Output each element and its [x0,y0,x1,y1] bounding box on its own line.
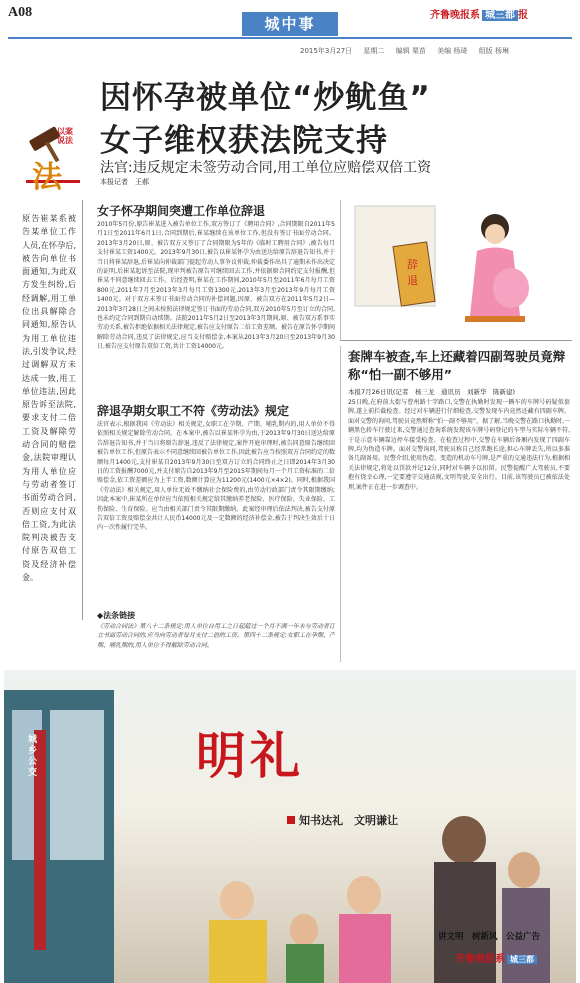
law-link-body: 《劳动合同法》第八十二条规定:用人单位自用工之日起超过一个月不满一年未与劳动者订立书面劳动合同的,应当向劳动者每月支付二倍的工资。第四十二条规定:女职工在孕期、产期、哺乳期的,用人单位不得解除劳动合同。 [97,623,335,649]
badge-label: 以案说法 [57,127,73,145]
section-1-title: 女子怀孕期间突遭工作单位辞退 [97,204,266,218]
right-article-byline: 本报7月26日讯(记者 杨三龙 通讯员 刘新华 陈新建) [348,388,515,396]
column-divider [340,346,341,662]
svg-text:辞: 辞 [407,258,418,271]
ad-brand-name: 齐鲁晚报 [455,954,495,965]
law-link-title: ◆法条链接 [97,611,136,620]
subheadline: 法官:违反规定未签劳动合同,用工单位应赔偿双倍工资 [100,160,432,176]
issue-weekday: 星期二 [363,47,385,55]
ad-footer: 讲文明 树新风 公益广告 [438,932,541,942]
issue-meta [300,46,518,56]
column-divider [82,200,83,620]
right-article-body: 25日晚,在府前大街与曹州路十字路口,交警在执勤时发现一辆车的车牌号码疑似套牌,遂上前拦截检查。经过对车辆进行仔细检查,交警发现车内竟然还藏有四副车牌。面对交警的询问,驾驶员竟然辩称“怕一副不够用”。据了解,当晚交警在路口执勤时,一辆黑色轿车行驶过来,交警通过查询系统发现该车牌号码登记的车型与实际车辆不符,于是示意车辆靠边停车接受检查。在检查过程中,交警在车辆后备厢内发现了四副车牌,均为伪造车牌。面对交警询问,驾驶员称自己经常跑长途,担心车牌丢失,所以多准备几副备用。民警介绍,使用伪造、变造的机动车号牌,是严重的交通违法行为,根据相关法律规定,将处以罚款并记12分,同时对车辆予以扣留。民警提醒广大驾驶员,不要抱有侥幸心理,一定要遵守交通法规,文明驾驶,安全出行。目前,该驾驶员已被依法处理,案件正在进一步调查中。 [348,399,570,491]
section-2-title: 辞退孕期女职工不符《劳动法》规定 [97,404,290,418]
column-divider [340,200,341,340]
reporter-byline: 本报记者 王郝 [100,178,149,186]
layout-editor: 组版 杨琳 [478,47,509,55]
brand-name: 齐鲁晚报 [430,10,470,21]
issue-date: 2015年3月27日 [300,47,353,55]
brand-tail: 报 [518,10,528,21]
section-tab: 城中事 [242,12,338,36]
ad-slogan [287,812,398,828]
header-rule [8,37,572,39]
ad-brand-tag: 城三都 [507,955,537,964]
headline-line-1: 因怀孕被单位“炒鱿鱼” [100,80,431,116]
right-article-headline: 套牌车被查,车上还藏着四副驾驶员竟辩称“怕一副不够用” [348,349,566,382]
brand-suffix: 系 [470,10,480,21]
summary-column: 原告崔某系被告某单位工作人员,在怀孕后,被告向单位书面通知,为此双方发生纠纷,后经调解,用工单位出具解除合同通知,原告认为用工单位违法,引发争议,经过调解双方未达成一致,用工单位违法,因此原告诉至法院,要求支付二倍工资及解除劳动合同的赔偿金,法院审理认为用人单位应与劳动者签订书面劳动合同,否则应支付双倍工资,为此法院判决被告支付原告双倍工资及经济补偿金。 [22,214,76,583]
brand-tag: 城三都 [482,10,518,21]
bus-sign: 城乡公交 [28,735,38,778]
badge-character: 法 [32,160,62,195]
illustration-pregnant-woman [345,196,570,336]
headline-line-2: 女子维权获法院支持 [100,123,388,159]
ad-brand [455,950,537,965]
art-editor: 美编 杨琦 [437,47,468,55]
section-1-body: 2010年5月份,原告崔某进入被告单位工作,双方签订了《聘用合同》,合同期限自2011年5月1日至2011年6月1日,合同到期后,崔某继续在该单位工作,但没有签订书面劳动合同。2013年3月20日,原、被告双方又签订了合同期限为5年的《临时工聘用合同》,被告每月支付崔某工资1400元。2013年9月30日,被告以崔某怀孕为由送达给原告辞退告知书,并于当日将崔某辞退,后崔某向仲裁部门提起劳动人事争议仲裁,仲裁委作出具了逾期未作出决定的证明,后崔某起诉至法院,现审判被告原告可继续回去工作,并依据原合同约定支付报酬,但崔某不同意继续回去工作。后经查明,崔某在工作期间,2010年5月至2011年6月每月工资800元,2011年7月至2013年3月每月工资1300元,2013年3月至2013年9月每月工资1400元。对于双方未签订书面劳动合同的补偿问题,因原、被告双方在2011年5月2日—2013年3月28日之间未按照法律规定签订书面的劳动合同,双方2010年5月至订立的合同,也未约定合同到期自动续期。法院2011年5月2日至2013年3月期间,原、被告双方系事实劳动关系,被告拒绝依据相关法律规定,被告应支付原告二倍工资差额。被告在原告怀孕期间解除劳动合同,违反了法律规定,应当支付赔偿金,本案从2013年3月20日至2013年9月30日,被告应支付原告双倍工资,共计工资14000元。 [97,221,335,351]
ad-slogan-text: 知书达礼 文明谦让 [299,814,398,827]
article-divider [340,340,572,341]
newspaper-brand [430,6,528,21]
page-number: A08 [8,5,33,20]
editor: 编辑 栗苗 [395,47,426,55]
ad-brand-suffix: 系 [495,954,505,965]
svg-text:退: 退 [407,274,418,287]
bullet-square-icon [287,816,295,824]
ad-title: 明礼 [196,726,304,785]
section-2-body: 法官表示,根据我国《劳动法》相关规定,女职工在孕期、产期、哺乳期内的,用人单位不得依照相关规定解除劳动合同。在本案中,被告以崔某怀孕为由,于2013年9月30日送达给原告辞退告知书,并于当日将原告辞退,违反了法律规定,案件开庭审理时,被告同意原告继续回被告单位工作,但原告表示不同意继续回被告单位工作,因此被告应当按照双方合同约定的数额每月1400元,支付崔某自2013年9月30日至双方订立的合同终止之日即2014年3月30日的工资报酬7000元,并支付原告自2013年9月至2015年期间每月一个月工资标准的二倍赔偿金,依工资差额应为上半工资,数额计算应为11200元(1400元×4×2)。同时,根据我国《劳动法》相关规定,用人单位无故不缴纳社会保险费的,由劳动行政部门责令其限期缴纳;因此本案中,崔某所在单位应当依照相关规定给其缴纳养老保险、医疗保险、失业保险、工伤保险、生育保险。应当由相关部门责令其限期缴纳。此案经审理后依法判决,被告支付原告双倍工资及赔偿金共计人民币14000元及一定数额的经济补偿金,被告于判决生效后十日内一次性履行完毕。 [97,421,335,532]
